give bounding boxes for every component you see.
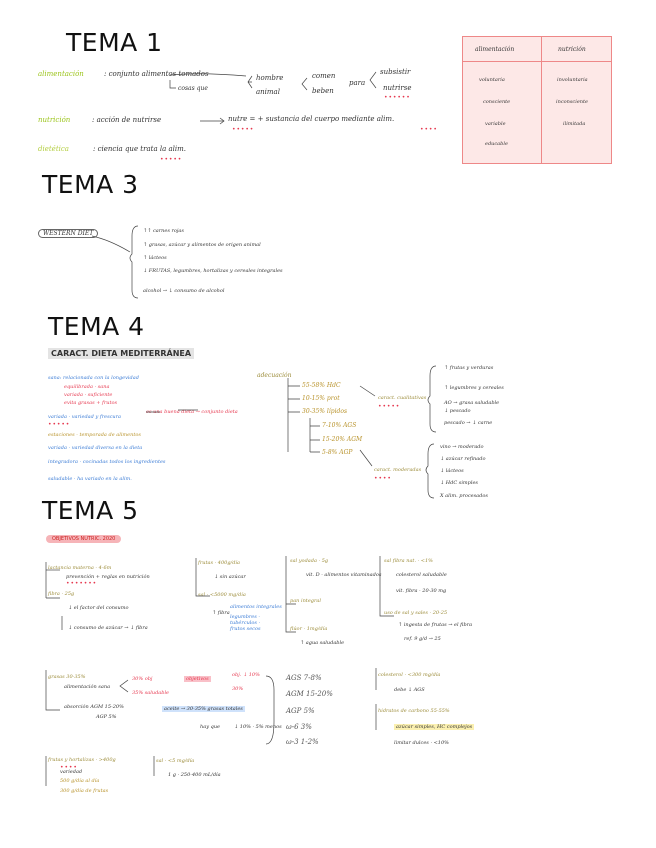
med-mid-note: es una buena dieta → conjunto dieta	[146, 409, 238, 415]
table-cell: consciente	[483, 99, 511, 105]
nutrirse-dots: • • • • • •	[384, 94, 410, 101]
grasas-item: alimentación sana	[64, 684, 111, 690]
obj-col2: ↓ sin azúcar	[214, 574, 246, 580]
cualit-item: ↑ legumbres y cereales	[444, 385, 504, 391]
cualit-item: ↑ frutas y verduras	[444, 365, 494, 371]
pct-item: 7-10% AGS	[322, 422, 357, 429]
obj-col4: ref. 9 g/d → 25	[404, 636, 441, 642]
obj-col4: vit. fibra · 20-30 mg	[396, 588, 447, 594]
obj-col1: prevención + reglas en nutrición	[66, 574, 150, 580]
western-item: ↑ grasas, azúcar y alimentos de origen animal	[143, 242, 261, 248]
bottom-item: frutas y hortalizas · >400g	[48, 757, 116, 763]
fa-item: ω-6 3%	[286, 723, 312, 731]
grasas-item: absorción AGM 15-20%	[64, 704, 124, 710]
pct-item: 15-20% AGM	[322, 436, 363, 443]
alimentacion-beben: beben	[312, 87, 334, 95]
med-item: variada · variedad y frescura	[48, 414, 122, 420]
tema5-title: TEMA 5	[42, 496, 139, 525]
obj-col2: frutas · 400g/día	[198, 560, 240, 566]
western-item: ↑ lácteos	[143, 255, 167, 261]
obj-col2: sal · <5000 mg/día	[198, 592, 246, 598]
mod-item: ↓ HdC simples	[440, 480, 478, 486]
aceite-hay-que: hay que	[200, 724, 220, 730]
grasas-right: 35% saludable	[132, 690, 170, 696]
grasas-right: 30%	[232, 686, 244, 692]
alimentacion-comen: comen	[312, 72, 336, 80]
fa-item: AGP 5%	[286, 707, 315, 715]
table-cell: involuntaria	[557, 77, 588, 83]
obj-col2: legumbres · tubérculos · frutos secos	[230, 614, 261, 632]
alimentacion-animal: animal	[256, 88, 280, 96]
pct-item: 10-15% prot	[302, 395, 340, 402]
med-item: evita grasas + frutos	[64, 400, 118, 406]
obj-col3: ↑ agua saludable	[300, 640, 345, 646]
alim-dots: • • • •	[420, 126, 437, 133]
med-item: variada · suficiente	[64, 392, 113, 398]
med-dots: • • • • •	[48, 421, 69, 428]
obj-col3: sal yodada · 5g	[290, 558, 329, 564]
bottom-item: 500 g/día al día	[60, 778, 100, 784]
nutricion-definition: : acción de nutrirse	[92, 116, 162, 124]
mod-item: ↓ lácteos	[440, 468, 464, 474]
cualit-item: ↓ pescado	[444, 408, 471, 414]
nutricion-label: nutrición	[38, 116, 71, 124]
alimentacion-para: para	[349, 79, 366, 87]
alimentacion-cosas: cosas que	[178, 85, 208, 92]
tema1-title: TEMA 1	[66, 28, 163, 57]
caract-cualitativas: caract. cualitativas	[378, 395, 427, 401]
alimentacion-definition: : conjunto alimentos tomados	[104, 70, 209, 78]
med-item: sana: relacionada con la longevidad	[48, 375, 139, 381]
obj-col4: ↑ ingesta de frutas → el fibra	[398, 622, 473, 628]
obj-col1: lactancia materna · 4-6m	[48, 565, 112, 571]
med-item: equilibrada · sana	[64, 384, 110, 390]
obj-col1: fibra · 25g	[48, 591, 75, 597]
obj-col1: ↓ consumo de azúcar → ↓ fibra	[68, 625, 148, 631]
mod-item: X alim. procesados	[440, 493, 488, 499]
fa-item: AGM 15-20%	[286, 690, 333, 698]
grasas-right: obj. ↓ 10%	[232, 672, 260, 678]
caract-moderadas: caract. moderadas	[374, 467, 422, 473]
table-header-nutricion: nutrición	[558, 46, 586, 53]
western-item: ↑↑ carnes rojas	[143, 228, 184, 234]
obj-col2: alimentos integrales	[230, 604, 282, 610]
right-item: debe ↓ AGS	[394, 687, 425, 693]
alimentacion-subsistir: subsistir	[380, 68, 411, 76]
cualit-item: pescado → ↓ carne	[444, 420, 493, 426]
table-cell: educable	[485, 141, 508, 147]
pct-item: 30-35% lípidos	[302, 408, 348, 415]
table-cell: variable	[485, 121, 506, 127]
dietetica-label: dietética	[38, 145, 69, 153]
table-cell: voluntaria	[479, 77, 505, 83]
bottom-dots: • • • •	[60, 764, 77, 771]
western-item: alcohol → ↓ consumo de alcohol	[143, 288, 225, 294]
obj-col3: vit. D · alimentos vitaminados	[306, 572, 382, 578]
bottom2-item: 1 g · 250-400 mL/día	[168, 772, 221, 778]
mod-item: ↓ azúcar refinado	[440, 456, 486, 462]
table-cell: ilimitada	[563, 121, 586, 127]
obj-col4: colesterol saludable	[396, 572, 447, 578]
col1-dots: • • • • • • •	[66, 580, 96, 587]
grasas-item: AGP 5%	[96, 714, 117, 720]
grasas-item: grasas 30-35%	[48, 674, 86, 680]
obj-col2: ↑ fibra	[212, 610, 230, 616]
right-item: limitar dulces · <10%	[394, 740, 449, 746]
obj-col1: ↓ el factor del consumo	[68, 605, 129, 611]
tema4-subtitle: CARACT. DIETA MEDITERRÁNEA	[48, 348, 194, 359]
fa-item: AGS 7-8%	[286, 674, 322, 682]
nutre-dots: • • • • •	[232, 126, 253, 133]
right-item: colesterol · <300 mg/día	[378, 672, 441, 678]
bottom-item: variedad	[60, 769, 83, 775]
table-header-alimentacion: alimentación	[475, 46, 515, 53]
bottom-item: 300 g/día de frutas	[60, 788, 109, 794]
table-cell: inconsciente	[556, 99, 588, 105]
western-item: ↓ FRUTAS, legumbres, hortalizas y cereales integrales	[143, 268, 283, 274]
right-item: azúcar simples, HC complejos	[396, 724, 473, 730]
grasas-right: 30% obj	[132, 676, 153, 682]
med-item: estaciones · temporada de alimentos	[48, 432, 141, 438]
objetivos-badge: OBJETIVOS NUTRIC. 2020	[46, 535, 121, 543]
tema4-title: TEMA 4	[48, 312, 145, 341]
aceite-line: aceite → 30-35% grasas totales	[164, 706, 243, 712]
med-item: integradora · cocinadas todos los ingredientes	[48, 459, 166, 465]
med-item: saludable · ha variado en la alim.	[48, 476, 132, 482]
obj-col3: pan integral	[290, 598, 321, 604]
adecuacion-label: adecuación	[257, 372, 292, 379]
mod-dots: • • • •	[374, 475, 391, 482]
objetivos-mark: objetivos	[186, 676, 209, 682]
pct-item: 55-58% HdC	[302, 382, 341, 389]
mod-item: vino → moderado	[440, 444, 484, 450]
obj-col4: sal fibra nat. · <1%	[384, 558, 433, 564]
obj-col3: flúor · 1mg/día	[290, 626, 328, 632]
western-diet-label: WESTERN DIET	[38, 229, 98, 238]
fa-item: ω-3 1-2%	[286, 738, 319, 746]
bottom2-item: sal · <5 mg/día	[156, 758, 195, 764]
alimentacion-nutrirse: nutrirse	[383, 84, 412, 92]
pct-item: 5-8% AGP	[322, 449, 353, 456]
nutricion-definition-2: nutre = + sustancia del cuerpo mediante alim.	[228, 115, 395, 123]
dietetica-definition: : ciencia que trata la alim.	[93, 145, 187, 153]
med-item: variada · variedad diversa en la dieta	[48, 445, 143, 451]
alimentacion-hombre: hombre	[256, 74, 284, 82]
trata-dots: • • • • •	[160, 156, 181, 163]
tema3-title: TEMA 3	[42, 170, 139, 199]
cualit-item: AO → grasa saludable	[444, 400, 500, 406]
cualit-dots: • • • • •	[378, 403, 399, 410]
right-item: hidratos de carbono 55-55%	[378, 708, 450, 714]
obj-col4: uso de sal y sales · 20-25	[384, 610, 448, 616]
alimentacion-label: alimentación	[38, 70, 84, 78]
aceite-reduce: ↓ 10% · 5% menos	[234, 724, 282, 730]
